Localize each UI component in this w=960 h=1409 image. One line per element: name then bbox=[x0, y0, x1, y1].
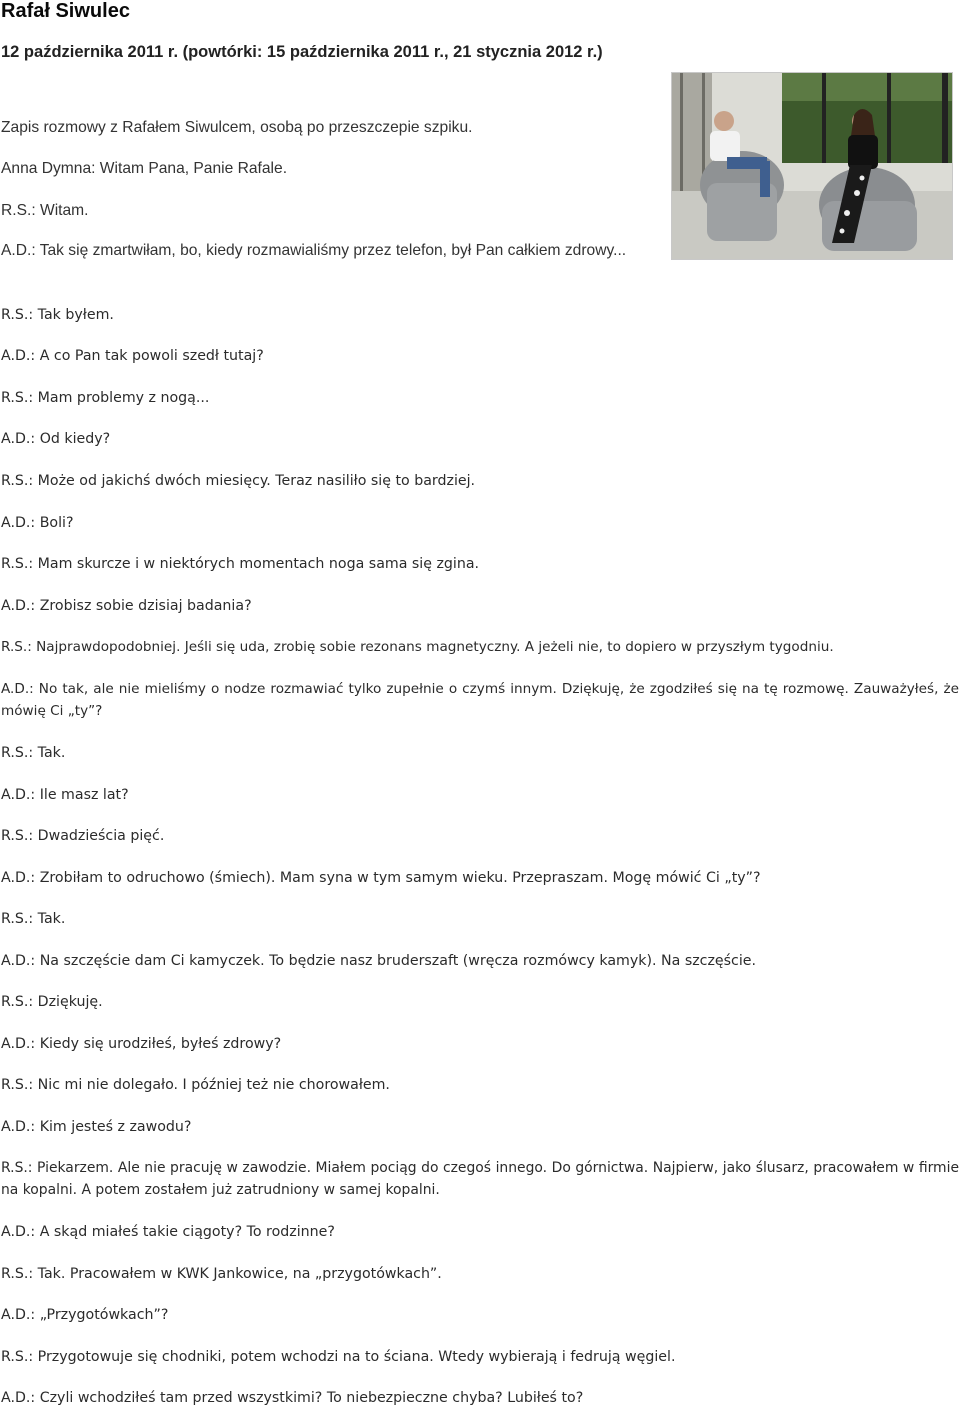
dialogue-line: A.D.: Tak się zmartwiłam, bo, kiedy rozmawialiśmy przez telefon, był Pan całkiem zdrowy... bbox=[1, 242, 627, 259]
dialogue-line: R.S.: Dziękuję. bbox=[1, 994, 103, 1010]
dialogue-line: A.D.: Zrobiłam to odruchowo (śmiech). Mam syna w tym samym wieku. Przepraszam. Mogę mówić Ci „ty”? bbox=[1, 870, 761, 886]
dialogue-line: R.S.: Witam. bbox=[1, 202, 89, 219]
intro-paragraph: Zapis rozmowy z Rafałem Siwulcem, osobą po przeszczepie szpiku. bbox=[1, 119, 473, 136]
dialogue-line: R.S.: Tak. bbox=[1, 745, 66, 761]
dialogue-line: R.S.: Piekarzem. Ale nie pracuję w zawodzie. Miałem pociąg do czegoś innego. Do górnictwa. Najpierw, jako ślusarz, pracowałem w firmie na kopalni. A potem zostałem już zatrudniony w samej kopalni. bbox=[1, 1160, 959, 1198]
dialogue-line: A.D.: A skąd miałeś takie ciągoty? To rodzinne? bbox=[1, 1224, 335, 1240]
dialogue-line: R.S.: Przygotowuje się chodniki, potem wchodzi na to ściana. Wtedy wybierają i fedrują węgiel. bbox=[1, 1349, 676, 1365]
dialogue-line: A.D.: A co Pan tak powoli szedł tutaj? bbox=[1, 348, 264, 364]
dialogue-line: R.S.: Dwadzieścia pięć. bbox=[1, 828, 165, 844]
dialogue-line: R.S.: Najprawdopodobniej. Jeśli się uda, zrobię sobie rezonans magnetyczny. A jeżeli nie, to dopiero w przyszłym tygodniu. bbox=[1, 639, 834, 655]
studio-photo-icon bbox=[672, 73, 952, 259]
dialogue-line: A.D.: Zrobisz sobie dzisiaj badania? bbox=[1, 598, 252, 614]
dialogue-line: R.S.: Mam problemy z nogą... bbox=[1, 390, 210, 406]
dialogue-line: R.S.: Nic mi nie dolegało. I później też nie chorowałem. bbox=[1, 1077, 390, 1093]
dialogue-line: R.S.: Może od jakichś dwóch miesięcy. Teraz nasiliło się to bardziej. bbox=[1, 473, 476, 489]
dialogue-line: A.D.: Kim jesteś z zawodu? bbox=[1, 1119, 192, 1135]
interview-photo bbox=[671, 72, 953, 260]
dialogue-line: R.S.: Tak. Pracowałem w KWK Jankowice, na „przygotówkach”. bbox=[1, 1266, 442, 1282]
dialogue-line: A.D.: Od kiedy? bbox=[1, 431, 111, 447]
dialogue-line: R.S.: Tak byłem. bbox=[1, 307, 114, 323]
dialogue-line: A.D.: Boli? bbox=[1, 515, 74, 531]
broadcast-dates: 12 października 2011 r. (powtórki: 15 października 2011 r., 21 stycznia 2012 r.) bbox=[1, 43, 603, 61]
dialogue-line: Anna Dymna: Witam Pana, Panie Rafale. bbox=[1, 160, 288, 177]
dialogue-line: A.D.: No tak, ale nie mieliśmy o nodze rozmawiać tylko zupełnie o czymś innym. Dziękuję, że zgodziłeś się na tę rozmowę. Zauważyłeś, że mówię Ci „ty”? bbox=[1, 681, 959, 719]
dialogue-line: A.D.: Kiedy się urodziłeś, byłeś zdrowy? bbox=[1, 1036, 282, 1052]
dialogue-line: A.D.: Ile masz lat? bbox=[1, 787, 129, 803]
dialogue-line: A.D.: Czyli wchodziłeś tam przed wszystkimi? To niebezpieczne chyba? Lubiłeś to? bbox=[1, 1390, 584, 1406]
page-title: Rafał Siwulec bbox=[1, 0, 130, 22]
dialogue-line: R.S.: Tak. bbox=[1, 911, 66, 927]
dialogue-line: A.D.: „Przygotówkach”? bbox=[1, 1307, 169, 1323]
dialogue-line: A.D.: Na szczęście dam Ci kamyczek. To będzie nasz bruderszaft (wręcza rozmówcy kamyk). Na szczęście. bbox=[1, 953, 757, 969]
dialogue-line: R.S.: Mam skurcze i w niektórych momentach noga sama się zgina. bbox=[1, 556, 480, 572]
